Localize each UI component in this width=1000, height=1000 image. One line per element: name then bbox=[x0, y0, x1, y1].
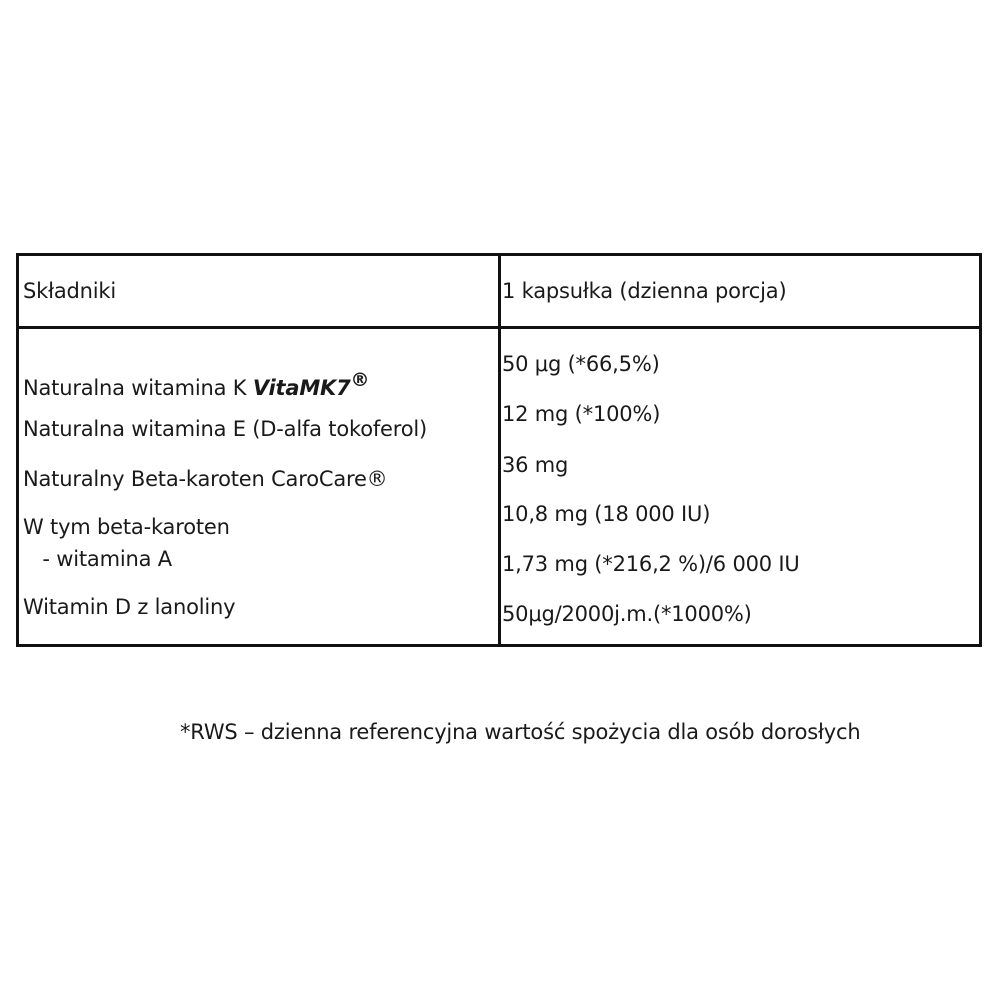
ingredient-incl-beta-carotene: W tym beta-karoten bbox=[23, 515, 230, 539]
ingredient-vitamin-d: Witamin D z lanoliny bbox=[23, 595, 236, 619]
column-divider bbox=[498, 256, 501, 644]
footnote-rws: *RWS – dzienna referencyjna wartość spożycia dla osób dorosłych bbox=[180, 720, 861, 744]
value-incl-beta-carotene: 10,8 mg (18 000 IU) bbox=[502, 502, 711, 526]
header-portion: 1 kapsułka (dzienna porcja) bbox=[502, 279, 787, 303]
value-beta-carotene: 36 mg bbox=[502, 453, 569, 477]
ingredient-vitamin-a: - witamina A bbox=[23, 547, 172, 571]
header-divider bbox=[19, 326, 979, 329]
value-vitamin-d: 50μg/2000j.m.(*1000%) bbox=[502, 602, 752, 626]
ingredient-vitamin-k-prefix: Naturalna witamina K bbox=[23, 376, 253, 400]
value-vitamin-e: 12 mg (*100%) bbox=[502, 402, 661, 426]
header-ingredients: Składniki bbox=[23, 279, 116, 303]
ingredient-beta-carotene: Naturalny Beta-karoten CaroCare® bbox=[23, 467, 388, 491]
nutrition-table bbox=[16, 253, 982, 647]
ingredient-vitamin-e: Naturalna witamina E (D-alfa tokoferol) bbox=[23, 417, 427, 441]
value-vitamin-k: 50 μg (*66,5%) bbox=[502, 352, 660, 376]
brand-vitamk7: VitaMK7 bbox=[252, 376, 351, 400]
registered-mark: ® bbox=[350, 369, 370, 391]
value-vitamin-a: 1,73 mg (*216,2 %)/6 000 IU bbox=[502, 552, 800, 576]
ingredient-vitamin-k bbox=[23, 367, 369, 401]
